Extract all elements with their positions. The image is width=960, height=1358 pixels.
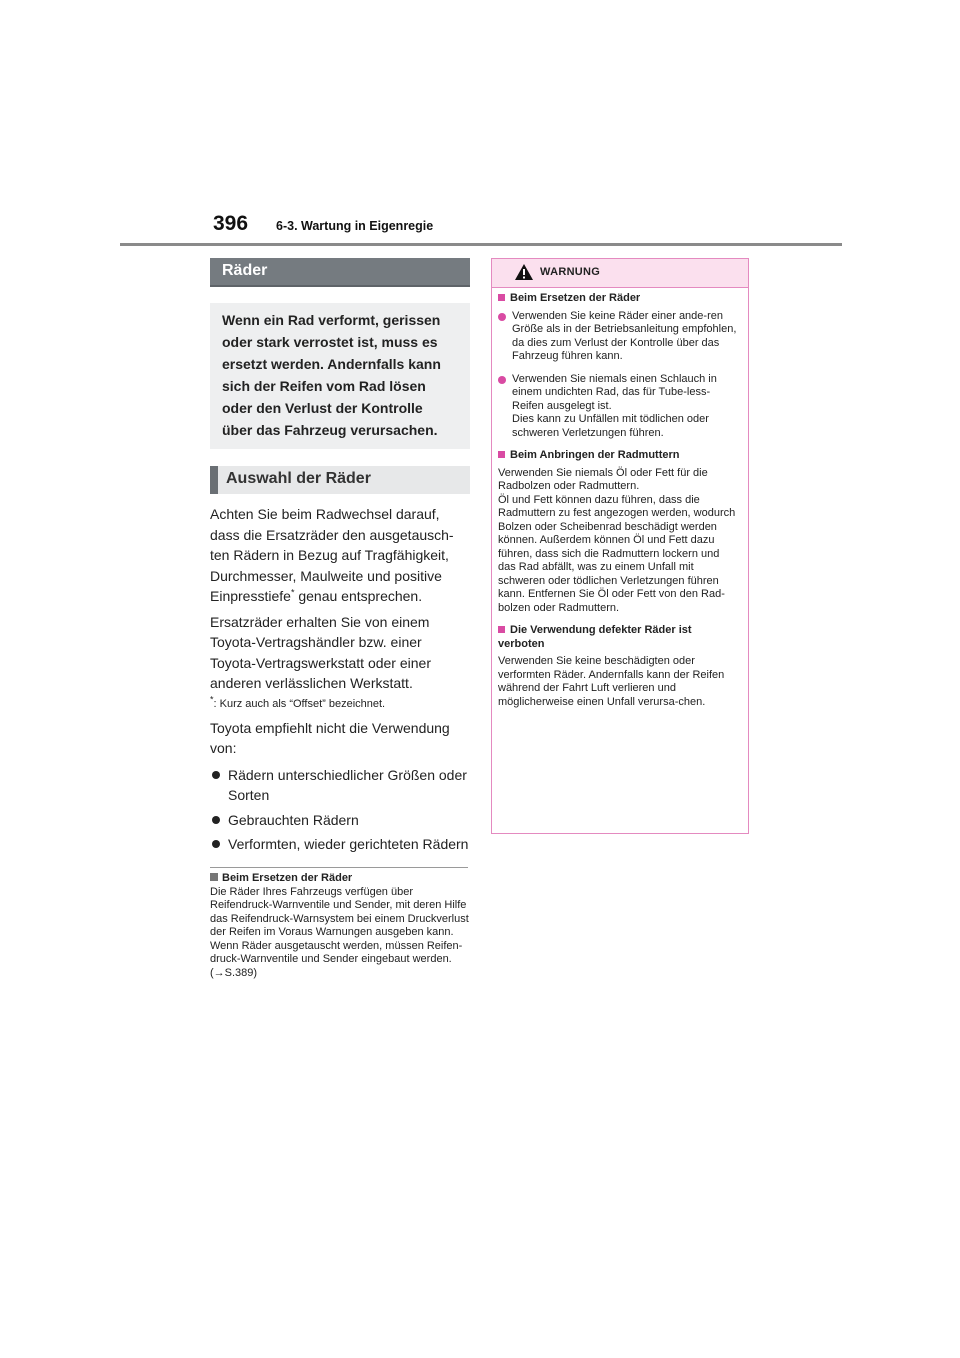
paragraph-text: Achten Sie beim Radwechsel darauf, dass die Ersatzräder den ausgetausch-ten Rädern in Bezug auf Tragfähigkeit, Durchmesser, Maulweite und positive Einpresstiefe [210,506,454,604]
list-item: Rädern unterschiedlicher Größen oder Sorten [210,765,470,806]
list-item: Verwenden Sie niemals einen Schlauch in einem undichten Rad, das für Tube-less-Reifen ausgelegt ist. Dies kann zu Unfällen mit tödlichen oder schweren Verletzungen führen. [498,373,740,441]
paragraph-text: genau entsprechen. [294,588,423,604]
bullet-icon [498,376,506,384]
bullet-icon [212,816,220,824]
bullet-icon [498,313,506,321]
footnote-marker: * [290,587,295,598]
subheading: Auswahl der Räder [210,466,470,494]
paragraph-recommendation: Toyota empfiehlt nicht die Verwendung von: [210,719,450,756]
warning-subheading: Beim Anbringen der Radmuttern [498,449,740,463]
intro-box [210,303,470,449]
note-rule [210,867,468,868]
bullet-icon [212,840,220,848]
left-column [210,258,470,859]
square-bullet-icon [498,626,505,633]
warning-triangle-icon [514,263,534,281]
page-number: 396 [213,212,249,235]
intro-line: oder den Verlust der Kontrolle [222,400,423,416]
bullet-list [210,765,470,855]
warning-title: WARNUNG [540,266,601,278]
warning-text: Verwenden Sie keine beschädigten oder verformten Räder. Andernfalls kann der Reifen während der Fahrt Luft verlieren und möglicherweise einen Unfall verursa-chen. [498,655,725,708]
warning-text: Verwenden Sie niemals Öl oder Fett für die Radbolzen oder Radmuttern. [498,466,708,492]
list-item: Gebrauchten Rädern [210,810,470,831]
warning-box [491,258,749,834]
warning-subheading: Beim Ersetzen der Räder [498,292,740,306]
warning-text: Öl und Fett können dazu führen, dass die Radmuttern zu fest angezogen werden, wodurch Bolzen oder Scheibenrad beschädigt werden können. Außerdem können Öl und Fett dazu führen, dass sich die Radmuttern lockern und das Rad abfällt, was zu einem Unfall mit schweren oder tödlichen Verletzungen führen kann. Entfernen Sie Öl oder Fett von den Rad-bolzen oder Radmuttern. [498,493,736,614]
note-text: Die Räder Ihres Fahrzeugs verfügen über Reifendruck-Warnventile und Sender, mit deren Hilfe das Reifendruck-Warnsystem bei einem Druckverlust der Reifen im Voraus Warnungen ausgeben kann. Wenn Räder ausgetauscht werden, müssen Reifen-druck-Warnventile und Sender eingebaut werden. (→S.389) [210,885,469,979]
intro-line: über das Fahrzeug verursachen. [222,422,438,438]
list-item: Verwenden Sie keine Räder einer ande-ren Größe als in der Betriebsanleitung empfohlen, da dies zum Verlust der Kontrolle über das Fahrzeug führen kann. [498,310,740,364]
note-section [210,872,470,980]
intro-line: ersetzt werden. Andernfalls kann [222,356,441,372]
note-title: Beim Ersetzen der Räder [210,872,470,886]
section-title: 6-3. Wartung in Eigenregie [276,219,434,233]
intro-line: oder stark verrostet ist, muss es [222,334,438,350]
square-bullet-icon [498,451,505,458]
square-bullet-icon [498,294,505,301]
intro-line: sich der Reifen vom Rad lösen [222,378,426,394]
topic-heading: Räder [210,258,470,287]
bullet-icon [212,771,220,779]
paragraph-replacement [210,504,470,607]
list-item: Verformten, wieder gerichteten Rädern [210,834,470,855]
intro-line: Wenn ein Rad verformt, gerissen [222,312,441,328]
square-bullet-icon [210,873,218,881]
footnote-text: : Kurz auch als “Offset” bezeichnet. [213,697,386,710]
warning-subheading: Die Verwendung defekter Räder ist verboten [498,624,692,650]
warning-body [492,288,748,709]
footnote [210,693,470,710]
header-rule [120,243,842,246]
footnote-marker: * [210,693,214,704]
paragraph-dealer: Ersatzräder erhalten Sie von einem Toyota-Vertragshändler bzw. einer Toyota-Vertragswerkstatt oder einer anderen verlässlichen Werkstatt. [210,613,431,691]
warning-header [492,259,748,288]
